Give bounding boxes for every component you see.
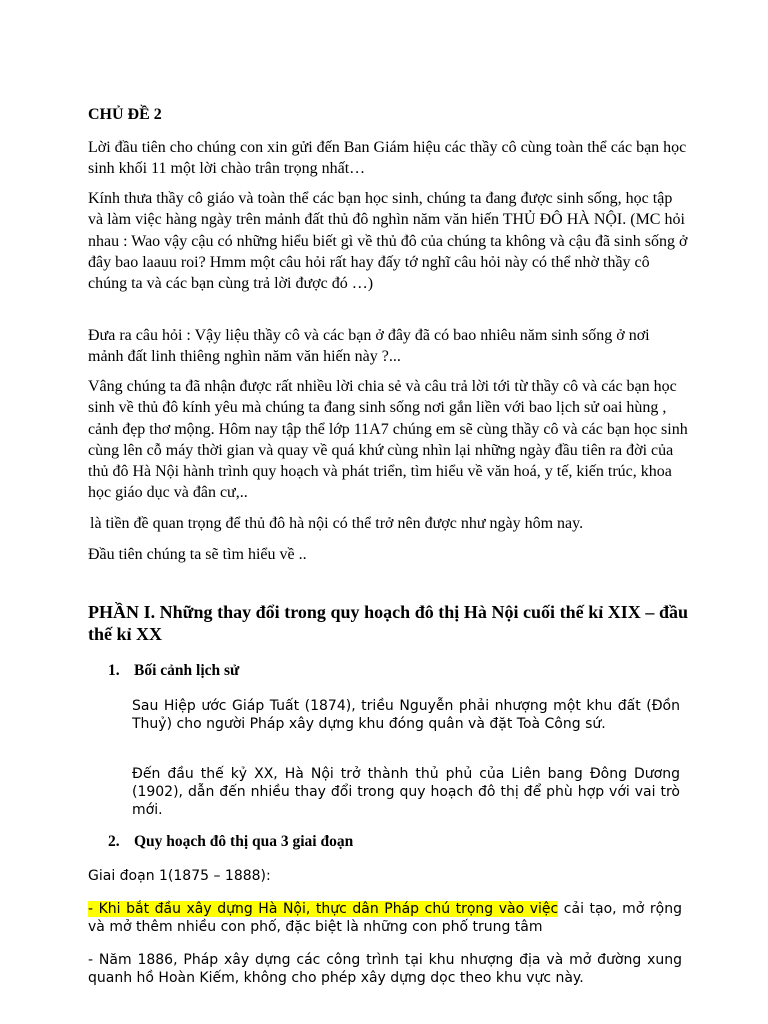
section-title: Quy hoạch đô thị qua 3 giai đoạn (134, 833, 354, 850)
topic-title: CHỦ ĐỀ 2 (88, 106, 162, 123)
phase-item-hoan-kiem: - Năm 1886, Pháp xây dựng các công trình tại khu nhượng địa và mở đường xung quanh hồ Hoàn Kiếm, không cho phép xây dựng dọc theo khu vực này. (88, 952, 682, 986)
lead-in-paragraph: Đầu tiên chúng ta sẽ tìm hiểu về .. (88, 546, 307, 563)
section-number: 2. (108, 833, 120, 850)
section-number: 1. (108, 662, 120, 679)
context-paragraph-capital: Đến đầu thế kỷ XX, Hà Nội trở thành thủ phủ của Liên bang Đông Dương (1902), dẫn đến nhiều thay đổi trong quy hoạch đô thị để phù hợp với vai trò mới. (132, 766, 680, 818)
part-heading: PHẦN I. Những thay đổi trong quy hoạch đô thị Hà Nội cuối thế kỉ XIX – đầu thế kỉ XX (88, 602, 688, 644)
phase-label: Giai đoạn 1(1875 – 1888): (88, 868, 271, 884)
highlighted-text: - Khi bắt đầu xây dựng Hà Nội, thực dân Pháp chú trọng vào việc (88, 901, 559, 917)
question-paragraph: Đưa ra câu hỏi : Vậy liệu thầy cô và các bạn ở đây đã có bao nhiêu năm sinh sống ở nơi mảnh đất linh thiêng nghìn năm văn hiến này ?... (88, 327, 650, 366)
section-heading-historical-context (108, 662, 239, 680)
section-title: Bối cảnh lịch sử (134, 662, 240, 679)
phase-item-text: cải tạo, mở rộng và mở thêm nhiều con phố, đặc biệt là những con phố trung tâm (88, 901, 682, 935)
continuation-paragraph: là tiền đề quan trọng để thủ đô hà nội có thể trở nên được như ngày hôm nay. (90, 515, 584, 532)
response-paragraph: Vâng chúng ta đã nhận được rất nhiều lời chia sẻ và câu trả lời tới từ thầy cô và các bạn học sinh về thủ đô kính yêu mà chúng ta đang sinh sống nơi gắn liền với bao lịch sử oai hùng , cảnh đẹp thơ mộng. Hôm nay tập thể lớp 11A7 chúng em sẽ cùng thầy cô và các bạn học sinh cùng lên cỗ máy thời gian và quay về quá khứ cùng nhìn lại những ngày đầu tiên ra đời của thủ đô Hà Nội hành trình quy hoạch và phát triển, tìm hiểu về văn hoá, y tế, kiến trúc, khoa học giáo dục và đân cư,.. (88, 378, 688, 502)
context-paragraph-treaty: Sau Hiệp ước Giáp Tuất (1874), triều Nguyễn phải nhượng một khu đất (Đồn Thuỷ) cho người Pháp xây dựng khu đóng quân và đặt Toà Công sứ. (132, 698, 680, 732)
opening-paragraph: Lời đầu tiên cho chúng con xin gửi đến Ban Giám hiệu các thầy cô cùng toàn thể các bạn học sinh khối 11 một lời chào trân trọng nhất… (88, 139, 687, 178)
section-heading-urban-planning (108, 833, 353, 851)
phase-item-street-expansion (88, 900, 682, 936)
introduction-paragraph: Kính thưa thầy cô giáo và toàn thể các bạn học sinh, chúng ta đang được sinh sống, học tập và làm việc hàng ngày trên mảnh đất thủ đô nghìn năm văn hiến THỦ ĐÔ HÀ NỘI. (MC hỏi nhau : Wao vậy cậu có những hiểu biết gì về thủ đô của chúng ta không và cậu đã sinh sống ở đây bao laauu roi? Hmm một câu hỏi rất hay đấy tớ nghĩ câu hỏi này có thể nhờ thầy cô chúng ta và các bạn cùng trả lời được đó …) (88, 190, 688, 293)
